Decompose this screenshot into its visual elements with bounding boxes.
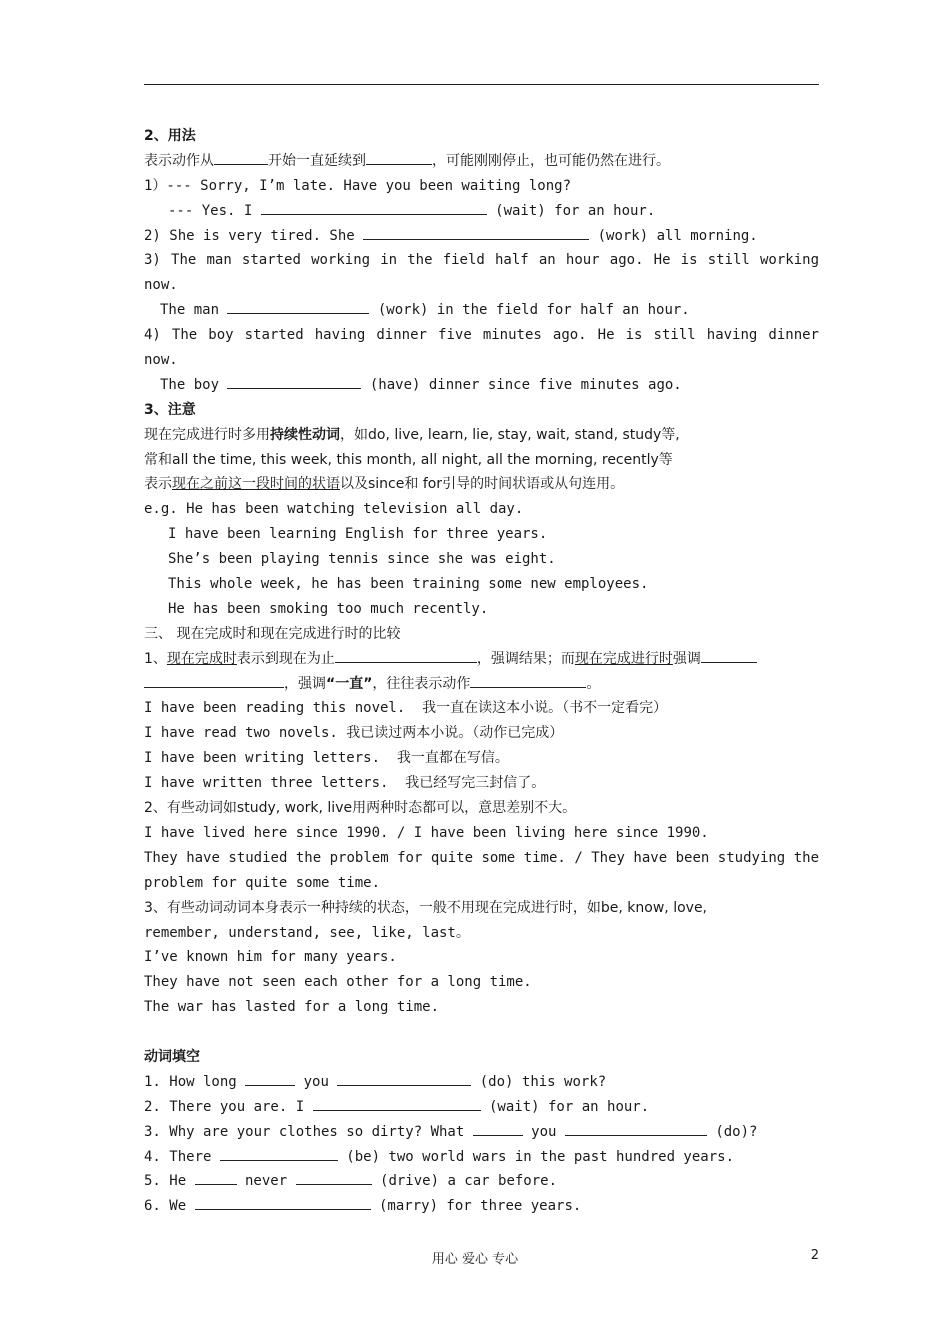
section-gap [144,1020,819,1045]
compare-heading: 三、 现在完成时和现在完成进行时的比较 [144,625,401,642]
answer-blank[interactable] [195,1194,371,1210]
answer-blank[interactable] [296,1169,372,1185]
blank-ex1[interactable] [261,199,487,215]
compare-pair: I have read two novels. 我已读过两本小说。（动作已完成） [144,725,564,742]
usage-intro: 表示动作从 开始一直延续到 ，可能刚刚停止，也可能仍然在进行。 [144,149,819,174]
blank-ex4[interactable] [227,373,361,389]
compare-point-2-example-cont: problem for quite some time. [144,874,381,891]
note-example: I have been learning English for three years. [168,526,548,543]
compare-point-3-example: They have not seen each other for a long time. [144,974,532,991]
answer-blank[interactable] [195,1169,237,1185]
answer-blank[interactable] [337,1070,471,1086]
example-3b: The man (work) in the field for half an hour. [144,298,819,323]
answer-blank[interactable] [565,1120,707,1136]
example-1b: --- Yes. I (wait) for an hour. [144,199,819,224]
answer-blank[interactable] [220,1145,338,1161]
compare-point-1: 1、现在完成时表示到现在为止 ，强调结果；而现在完成进行时强调 [144,647,819,672]
example-3a-cont: now. [144,277,178,294]
blank-ex2[interactable] [363,224,589,240]
header-rule [144,84,819,85]
answer-blank[interactable] [313,1095,481,1111]
compare-point-3-example: The war has lasted for a long time. [144,999,440,1016]
exercise-heading: 动词填空 [144,1048,200,1065]
blank-compare-1[interactable] [335,647,477,663]
note-example: This whole week, he has been training some new employees. [168,576,649,593]
compare-point-2: 2、有些动词如study, work, live用两种时态都可以，意思差别不大。 [144,800,577,817]
note-line-3: 表示现在之前这一段时间的状语以及since和 for引导的时间状语或从句连用。 [144,476,625,493]
example-4a: 4) The boy started having dinner five minutes ago. He is still having dinner [144,327,819,344]
note-example: e.g. He has been watching television all day. [144,501,524,518]
blank-compare-4[interactable] [470,672,586,688]
example-3a: 3) The man started working in the field half an hour ago. He is still working [144,252,819,269]
exercise-question-5: 5. He never (drive) a car before. [144,1169,819,1194]
blank-compare-3[interactable] [144,672,284,688]
blank-compare-2[interactable] [701,647,757,663]
page-number: 2 [810,1248,819,1263]
exercise-question-2: 2. There you are. I (wait) for an hour. [144,1095,819,1120]
answer-blank[interactable] [473,1120,523,1136]
example-2: 2) She is very tired. She (work) all morning. [144,224,819,249]
note-example: He has been smoking too much recently. [168,600,489,617]
exercise-question-1: 1. How long you (do) this work? [144,1070,819,1095]
compare-point-1-cont: ，强调“一直”，往往表示动作 。 [144,672,819,697]
note-line-1: 现在完成进行时多用持续性动词，如do, live, learn, lie, stay, wait, stand, study等, [144,426,680,443]
blank-from[interactable] [214,149,268,165]
usage-heading: 2、用法 [144,128,196,144]
footer-motto: 用心 爱心 专心 [431,1252,519,1267]
exercise-question-4: 4. There (be) two world wars in the past hundred years. [144,1145,819,1170]
compare-point-2-example: I have lived here since 1990. / I have been living here since 1990. [144,824,709,841]
blank-ex3[interactable] [227,298,369,314]
compare-pair: I have been reading this novel. 我一直在读这本小说。（书不一定看完） [144,700,668,717]
exercise-question-6: 6. We (marry) for three years. [144,1194,819,1219]
compare-point-3-cont: remember, understand, see, like, last。 [144,924,470,941]
document-body [144,124,819,1219]
answer-blank[interactable] [245,1070,295,1086]
note-example: She’s been playing tennis since she was eight. [168,551,556,568]
compare-point-3: 3、有些动词动词本身表示一种持续的状态，一般不用现在完成进行时，如be, know, love, [144,899,708,916]
blank-until[interactable] [366,149,432,165]
exercise-question-3: 3. Why are your clothes so dirty? What you (do)? [144,1120,819,1145]
example-4b: The boy (have) dinner since five minutes ago. [144,373,819,398]
compare-pair: I have been writing letters. 我一直都在写信。 [144,750,509,767]
compare-point-3-example: I’ve known him for many years. [144,949,397,966]
note-heading: 3、注意 [144,401,196,418]
compare-pair: I have written three letters. 我已经写完三封信了。 [144,775,546,792]
note-line-2: 常和all the time, this week, this month, all night, all the morning, recently等 [144,451,673,468]
compare-point-2-example: They have studied the problem for quite some time. / They have been studying the [144,849,819,866]
example-1a: 1）--- Sorry, I’m late. Have you been waiting long? [144,177,572,194]
example-4a-cont: now. [144,352,178,369]
